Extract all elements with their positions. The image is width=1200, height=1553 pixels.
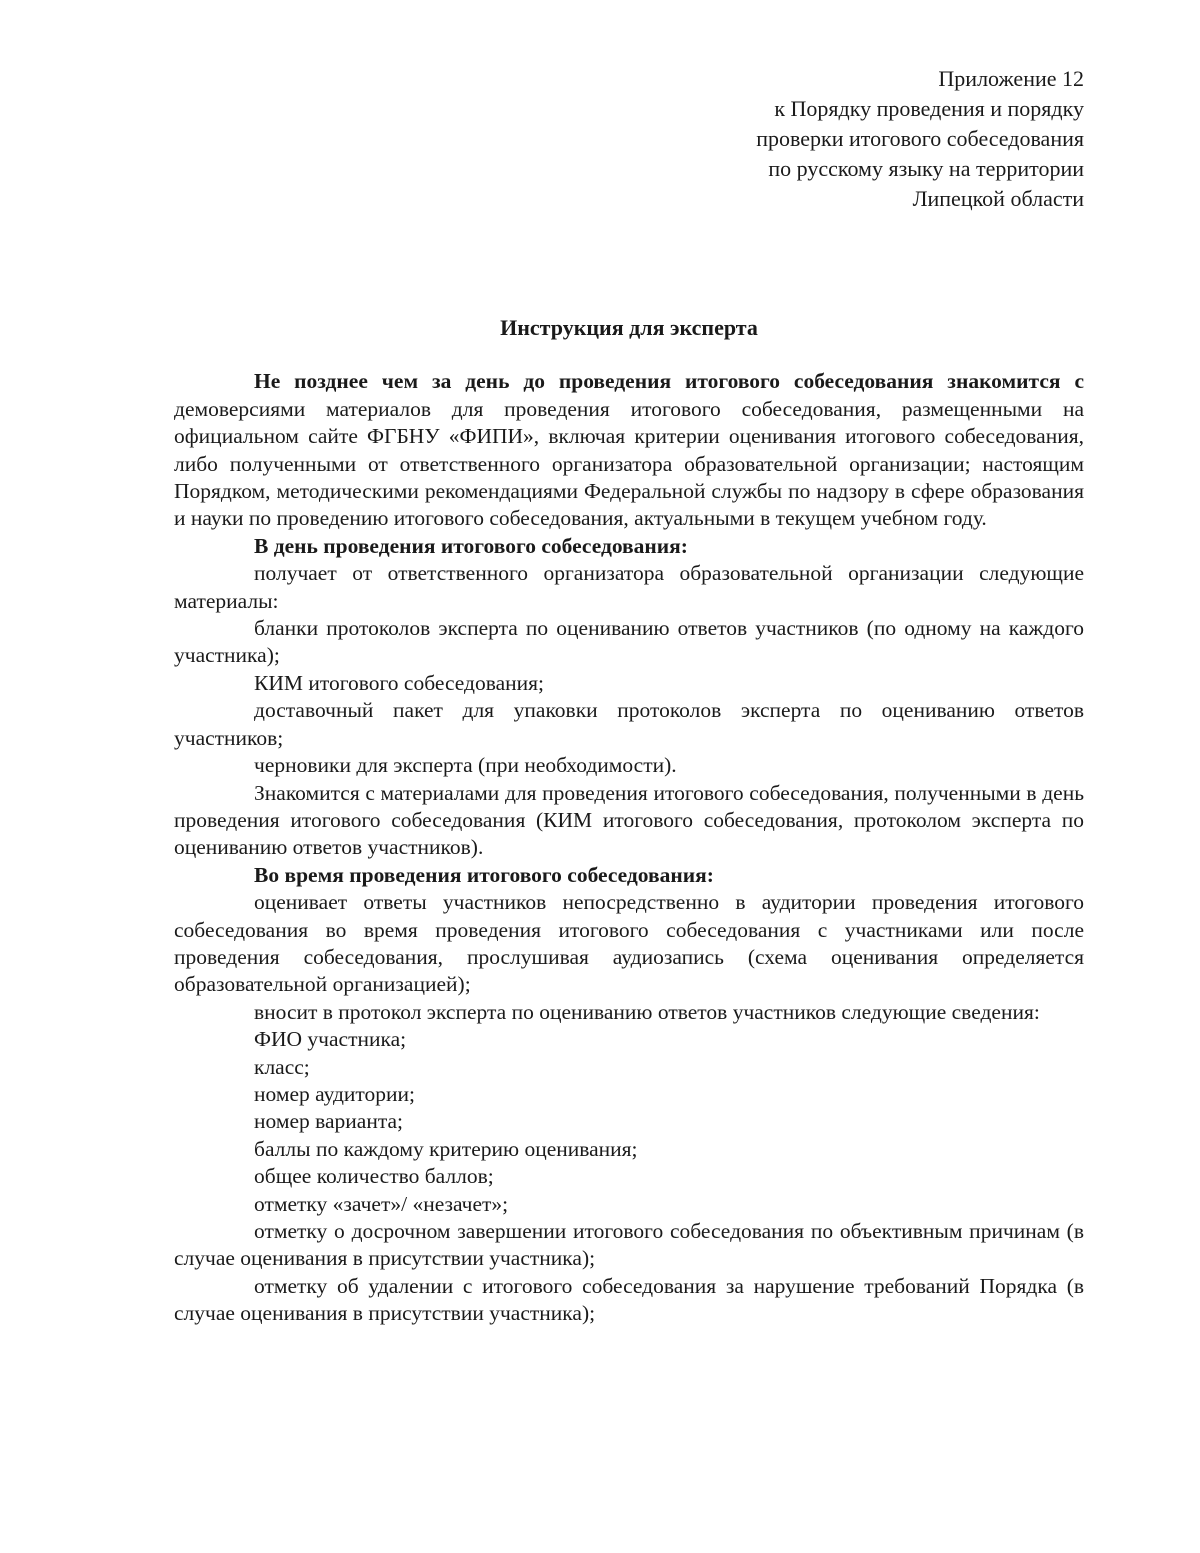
header-line: по русскому языку на территории (768, 156, 1084, 181)
list-item: номер варианта; (254, 1109, 404, 1134)
paragraph: Знакомится с материалами для проведения итогового собеседования, полученными в день проведения итогового собеседования (КИМ итогового собеседования, протоколом эксперта по оцениванию ответов участников). (174, 780, 1084, 860)
intro-text: демоверсиями материалов для проведения итогового собеседования, размещенными на официальном сайте ФГБНУ «ФИПИ», включая критерии оценивания итогового собеседования, либо полученными от ответственного организатора образовательной организации; настоящим Порядком, методическими рекомендациями Федеральной службы по надзору в сфере образования и науки по проведению итогового собеседования, актуальными в текущем учебном году. (174, 396, 1084, 531)
intro-bold: Не позднее чем за день до проведения итогового собеседования знакомится с (254, 369, 1084, 394)
list-item: общее количество баллов; (254, 1164, 494, 1189)
paragraph: получает от ответственного организатора образовательной организации следующие материалы: (174, 561, 1084, 613)
document-page (174, 64, 1084, 1328)
paragraph: КИМ итогового собеседования; (254, 670, 544, 695)
paragraph: вносит в протокол эксперта по оцениванию ответов участников следующие сведения: (254, 999, 1040, 1024)
list-item: отметку «зачет»/ «незачет»; (254, 1191, 509, 1216)
header-line: Приложение 12 (938, 66, 1084, 91)
paragraph: оценивает ответы участников непосредственно в аудитории проведения итогового собеседования во время проведения итогового собеседования с участниками или после проведения собеседования, прослушивая аудиозапись (схема оценивания определяется образовательной организацией); (174, 890, 1084, 997)
list-item: баллы по каждому критерию оценивания; (254, 1136, 638, 1161)
list-item: ФИО участника; (254, 1027, 407, 1052)
list-item: класс; (254, 1054, 310, 1079)
paragraph: бланки протоколов эксперта по оцениванию ответов участников (по одному на каждого участника); (174, 616, 1084, 668)
list-item: номер аудитории; (254, 1081, 416, 1106)
section-heading-day-of: В день проведения итогового собеседования: (254, 533, 688, 558)
paragraph: отметку о досрочном завершении итогового собеседования по объективным причинам (в случае оценивания в присутствии участника); (174, 1219, 1084, 1271)
section-heading-during: Во время проведения итогового собеседования: (254, 862, 714, 887)
paragraph: отметку об удалении с итогового собеседования за нарушение требований Порядка (в случае оценивания в присутствии участника); (174, 1273, 1084, 1326)
intro-paragraph (174, 368, 1084, 532)
header-line: Липецкой области (912, 186, 1084, 211)
header-line: проверки итогового собеседования (756, 126, 1084, 151)
header-line: к Порядку проведения и порядку (774, 96, 1084, 121)
appendix-header (174, 64, 1084, 214)
document-title: Инструкция для эксперта (500, 315, 758, 340)
paragraph: черновики для эксперта (при необходимости). (254, 753, 677, 778)
paragraph: доставочный пакет для упаковки протоколов эксперта по оцениванию ответов участников; (174, 698, 1084, 750)
